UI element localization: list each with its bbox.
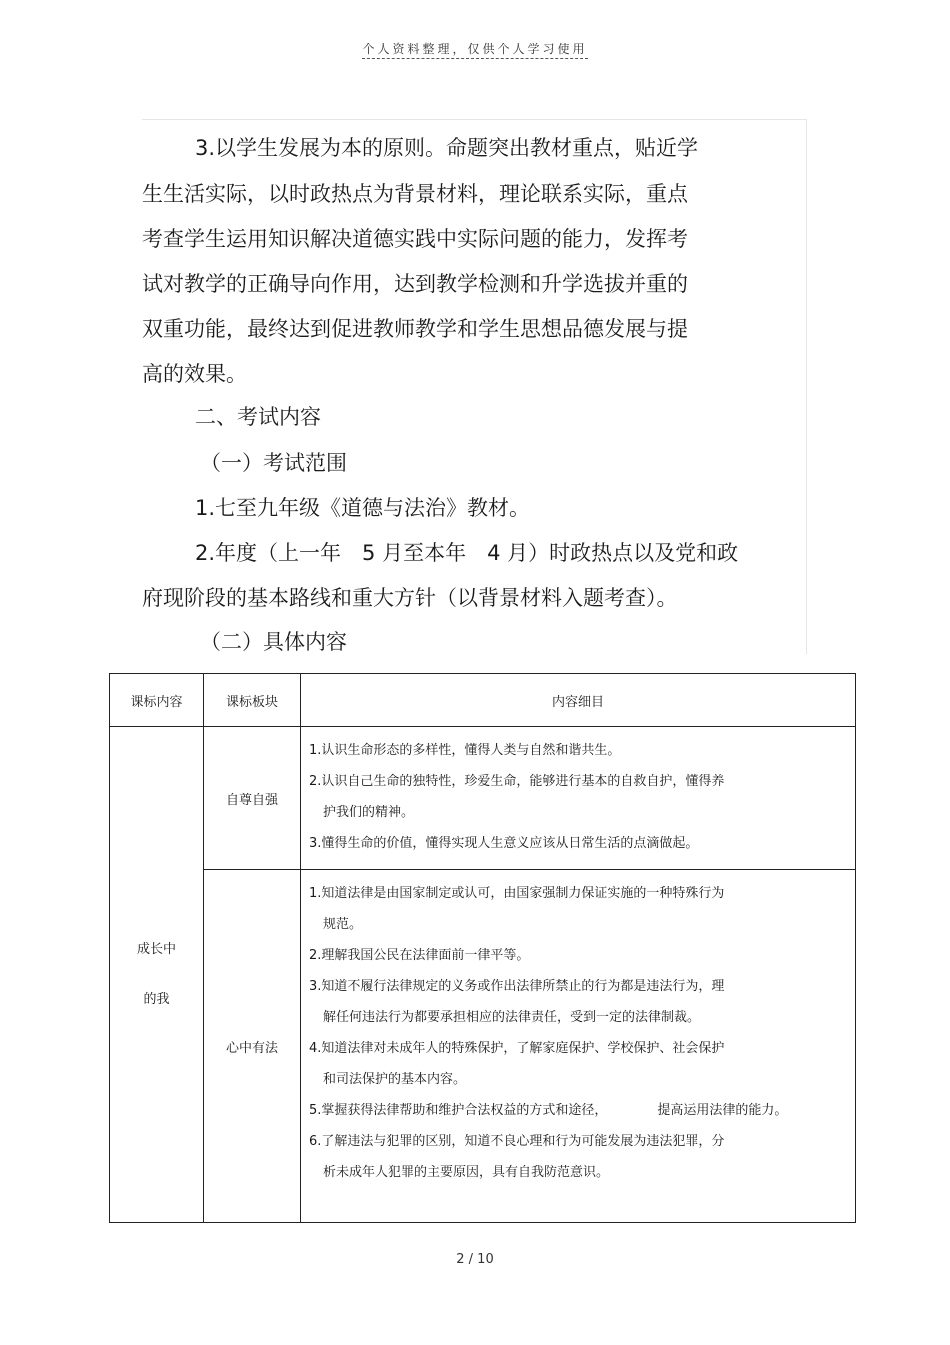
detail-item-continued: 和司法保护的基本内容。 [323, 1072, 467, 1087]
table-header-cell: 课标板块 [204, 674, 301, 727]
paragraph-line: 2.年度（上一年 5 月至本年 4 月）时政热点以及党和政 [195, 541, 739, 565]
paragraph-line: 1.七至九年级《道德与法治》教材。 [195, 496, 531, 520]
detail-item: 2.理解我国公民在法律面前一律平等。 [309, 948, 530, 963]
table-header-row [110, 674, 856, 727]
detail-item-continued: 解任何违法行为都要承担相应的法律责任，受到一定的法律制裁。 [323, 1010, 701, 1025]
section-heading: 二、考试内容 [195, 405, 321, 429]
detail-item: 3.知道不履行法律规定的义务或作出法律所禁止的行为都是违法行为，理 [309, 979, 725, 994]
page-header [0, 40, 950, 57]
detail-item-text: 5.掌握获得法律帮助和维护合法权益的方式和途径， [309, 1103, 608, 1118]
paragraph-line: 生生活实际，以时政热点为背景材料，理论联系实际，重点 [142, 182, 688, 206]
detail-item: 2.认识自己生命的独特性，珍爱生命，能够进行基本的自救自护，懂得养 [309, 774, 725, 789]
subsection-heading: （一）考试范围 [200, 451, 347, 475]
header-text: 个人资料整理，仅供个人学习使用 [362, 42, 587, 59]
table-header-cell: 内容细目 [301, 674, 856, 727]
paragraph-line: 3.以学生发展为本的原则。命题突出教材重点，贴近学 [195, 136, 699, 160]
detail-item-continued: 规范。 [323, 917, 363, 932]
paragraph-line: 高的效果。 [142, 362, 247, 386]
detail-item [309, 1095, 851, 1126]
detail-item-continued: 护我们的精神。 [323, 805, 415, 820]
group-label: 的我 [143, 991, 170, 1007]
table-row [110, 870, 856, 1223]
subsection-heading: （二）具体内容 [200, 630, 347, 654]
paragraph-line: 考查学生运用知识解决道德实践中实际问题的能力，发挥考 [142, 227, 688, 251]
table-row [110, 727, 856, 870]
page-number: 2 / 10 [456, 1252, 494, 1267]
detail-item-text: 提高运用法律的能力。 [657, 1103, 788, 1118]
detail-item-continued: 析未成年人犯罪的主要原因，具有自我防范意识。 [323, 1165, 610, 1180]
detail-item: 4.知道法律对未成年人的特殊保护，了解家庭保护、学校保护、社会保护 [309, 1041, 725, 1056]
detail-cell [301, 727, 856, 870]
table-header-cell: 课标内容 [110, 674, 204, 727]
section-name-cell: 心中有法 [204, 870, 301, 1223]
paragraph-line: 双重功能，最终达到促进教师教学和学生思想品德发展与提 [142, 317, 688, 341]
paragraph-line: 府现阶段的基本路线和重大方针（以背景材料入题考查）。 [142, 586, 678, 610]
section-name-cell: 自尊自强 [204, 727, 301, 870]
paragraph-line: 试对教学的正确导向作用，达到教学检测和升学选拔并重的 [142, 272, 688, 296]
content-table [109, 673, 856, 1223]
detail-item: 1.认识生命形态的多样性，懂得人类与自然和谐共生。 [309, 743, 621, 758]
detail-item: 6.了解违法与犯罪的区别，知道不良心理和行为可能发展为违法犯罪，分 [309, 1134, 725, 1149]
group-cell [110, 727, 204, 1223]
detail-cell [301, 870, 856, 1223]
detail-item: 3.懂得生命的价值，懂得实现人生意义应该从日常生活的点滴做起。 [309, 836, 699, 851]
detail-item: 1.知道法律是由国家制定或认可，由国家强制力保证实施的一种特殊行为 [309, 886, 725, 901]
group-label: 成长中 [136, 941, 176, 957]
